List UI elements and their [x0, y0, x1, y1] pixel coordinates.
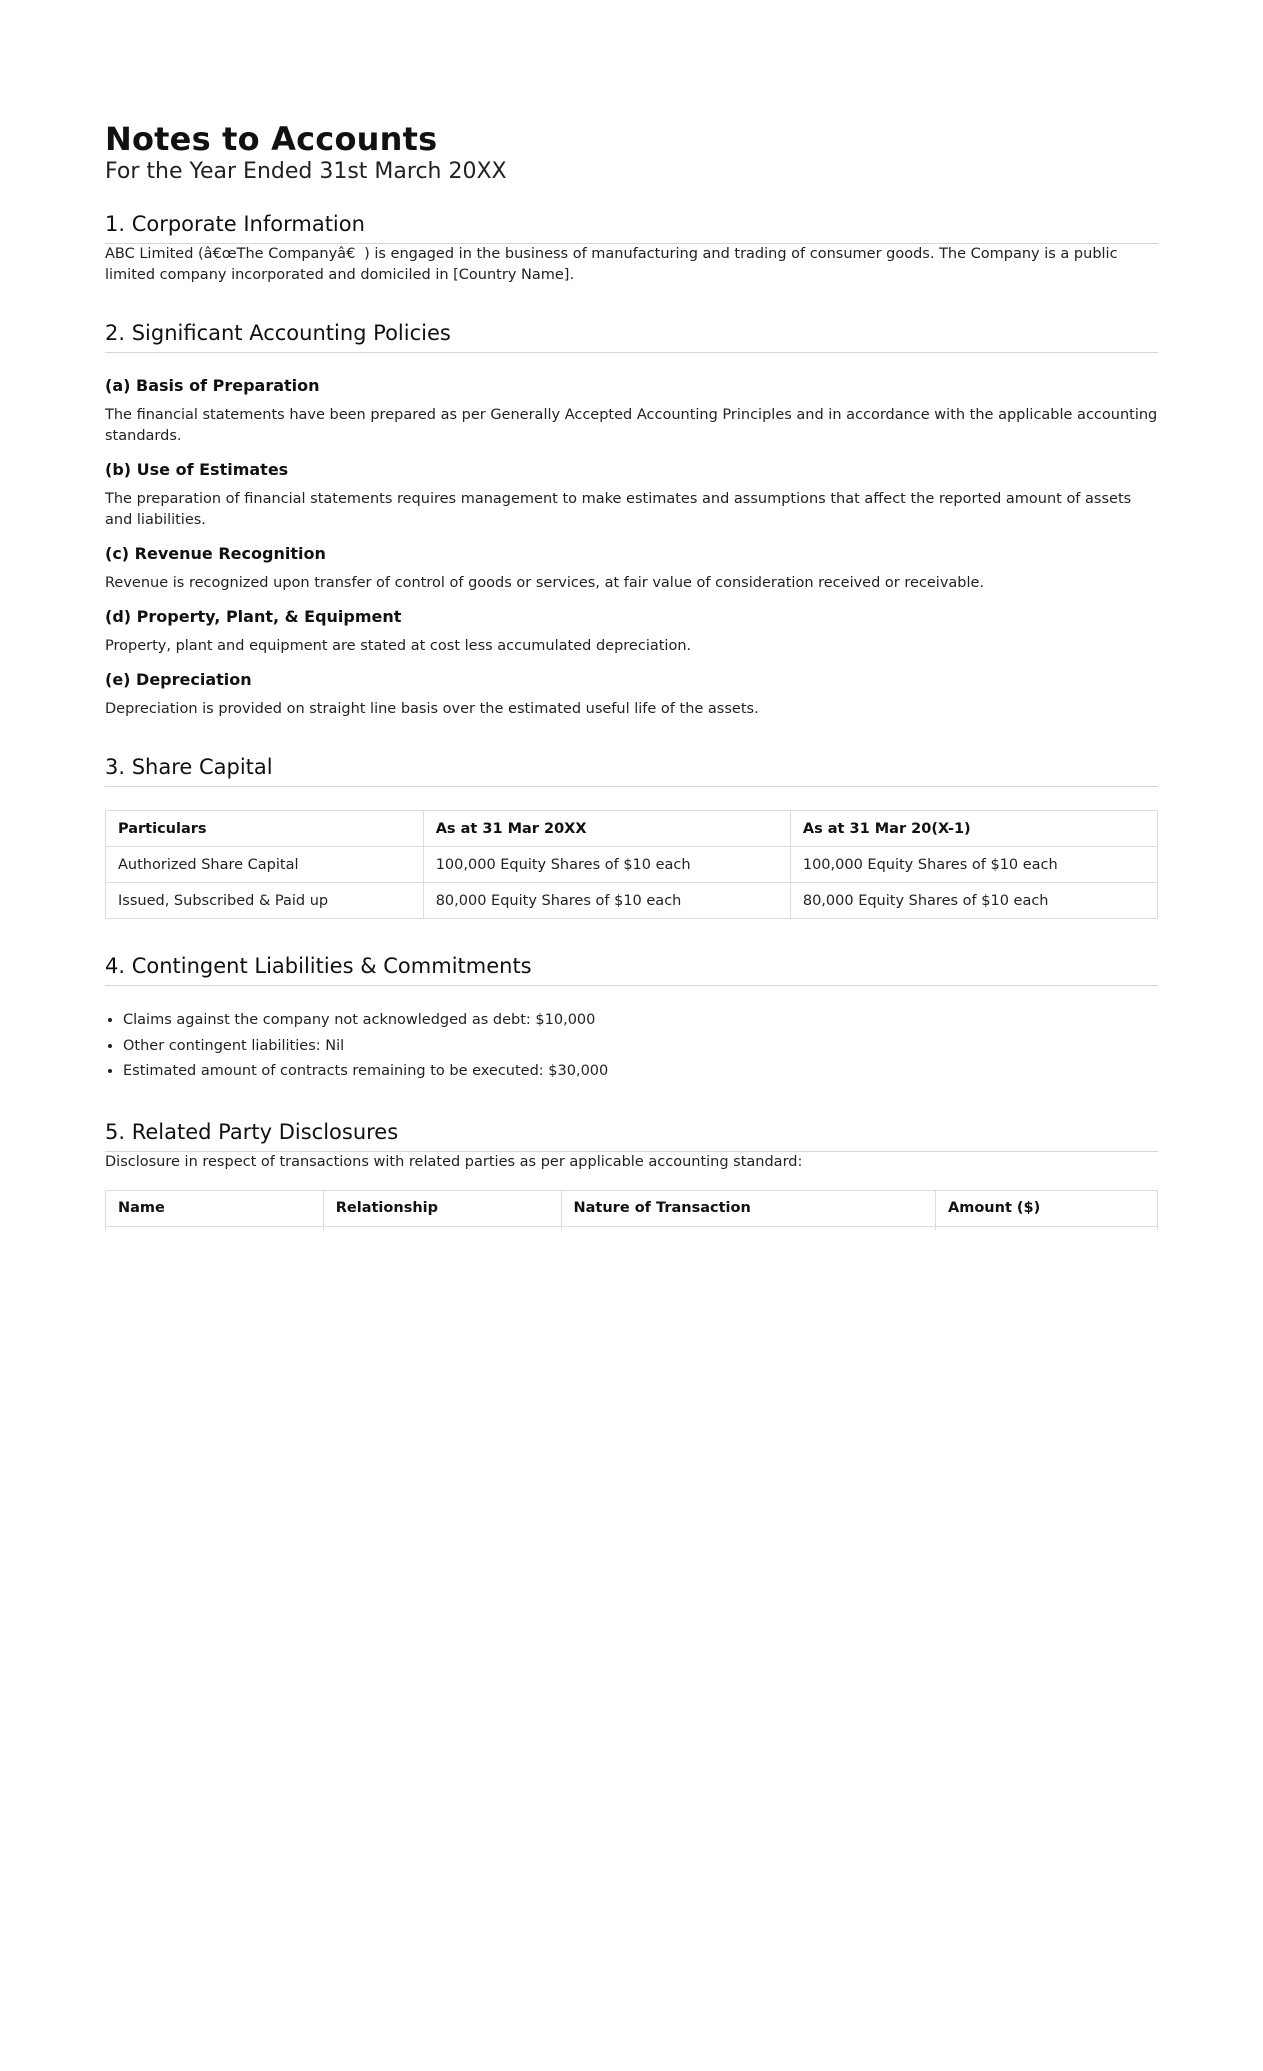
policy-item [105, 543, 1158, 594]
related-party-table [105, 1190, 1158, 1230]
section-accounting-policies [105, 320, 1158, 720]
section-heading: 2. Significant Accounting Policies [105, 320, 1158, 353]
table-row [106, 883, 1158, 919]
section-heading: 1. Corporate Information [105, 211, 1158, 244]
policy-title: (d) Property, Plant, & Equipment [105, 607, 402, 626]
contingent-list [105, 1008, 1158, 1085]
policy-text: The preparation of financial statements requires management to make estimates and assumptions that affect the reported amount of assets and liabilities. [105, 491, 1132, 528]
policy-title: (e) Depreciation [105, 670, 252, 689]
related-party-table-clip [105, 1190, 1158, 1230]
column-header: Particulars [106, 811, 424, 847]
share-capital-table [105, 810, 1158, 919]
policy-item [105, 606, 1158, 657]
column-header: Nature of Transaction [561, 1190, 936, 1226]
section-share-capital [105, 754, 1158, 919]
table-cell [106, 1226, 324, 1230]
policy-item [105, 459, 1158, 531]
policy-text: The financial statements have been prepared as per Generally Accepted Accounting Principles and in accordance with the applicable accounting standards. [105, 407, 1158, 444]
list-item: • Estimated amount of contracts remaining to be executed: $30,000 [123, 1059, 1158, 1085]
table-cell: Authorized Share Capital [106, 847, 424, 883]
policy-text: Property, plant and equipment are stated at cost less accumulated depreciation. [105, 638, 692, 654]
related-party-intro: Disclosure in respect of transactions with related parties as per applicable accounting standard: [105, 1153, 803, 1170]
table-row [106, 1226, 1158, 1230]
list-item: • Other contingent liabilities: Nil [123, 1034, 1158, 1060]
section-contingent-liabilities [105, 953, 1158, 1085]
page-subtitle: For the Year Ended 31st March 20XX [105, 159, 507, 184]
section-heading: 3. Share Capital [105, 754, 1158, 787]
table-cell [561, 1226, 936, 1230]
policy-text: Depreciation is provided on straight line basis over the estimated useful life of the assets. [105, 701, 759, 717]
table-row [106, 847, 1158, 883]
page-title: Notes to Accounts [105, 120, 438, 158]
section-heading: 5. Related Party Disclosures [105, 1119, 1158, 1152]
section-heading: 4. Contingent Liabilities & Commitments [105, 953, 1158, 986]
table-header-row [106, 1190, 1158, 1226]
table-cell: Issued, Subscribed & Paid up [106, 883, 424, 919]
section-corporate-information [105, 211, 1158, 286]
list-item: • Claims against the company not acknowledged as debt: $10,000 [123, 1008, 1158, 1034]
table-cell [323, 1226, 561, 1230]
policy-title: (c) Revenue Recognition [105, 544, 326, 563]
table-header-row [106, 811, 1158, 847]
policy-item [105, 375, 1158, 447]
policy-list [105, 375, 1158, 720]
table-cell: 100,000 Equity Shares of $10 each [423, 847, 790, 883]
column-header: Name [106, 1190, 324, 1226]
policy-title: (a) Basis of Preparation [105, 376, 320, 395]
policy-title: (b) Use of Estimates [105, 460, 289, 479]
document-content [105, 120, 1158, 1230]
column-header: Amount ($) [936, 1190, 1158, 1226]
column-header: Relationship [323, 1190, 561, 1226]
column-header: As at 31 Mar 20(X-1) [790, 811, 1157, 847]
table-cell: 100,000 Equity Shares of $10 each [790, 847, 1157, 883]
table-cell: 80,000 Equity Shares of $10 each [423, 883, 790, 919]
corporate-info-text: ABC Limited (â€œThe Companyâ€) is engaged in the business of manufacturing and trading of consumer goods. The Company is a public limited company incorporated and domiciled in [Country Name]. [105, 246, 1118, 283]
column-header: As at 31 Mar 20XX [423, 811, 790, 847]
policy-text: Revenue is recognized upon transfer of control of goods or services, at fair value of consideration received or receivable. [105, 575, 985, 591]
table-cell [936, 1226, 1158, 1230]
section-related-party [105, 1119, 1158, 1230]
policy-item [105, 669, 1158, 720]
table-cell: 80,000 Equity Shares of $10 each [790, 883, 1157, 919]
